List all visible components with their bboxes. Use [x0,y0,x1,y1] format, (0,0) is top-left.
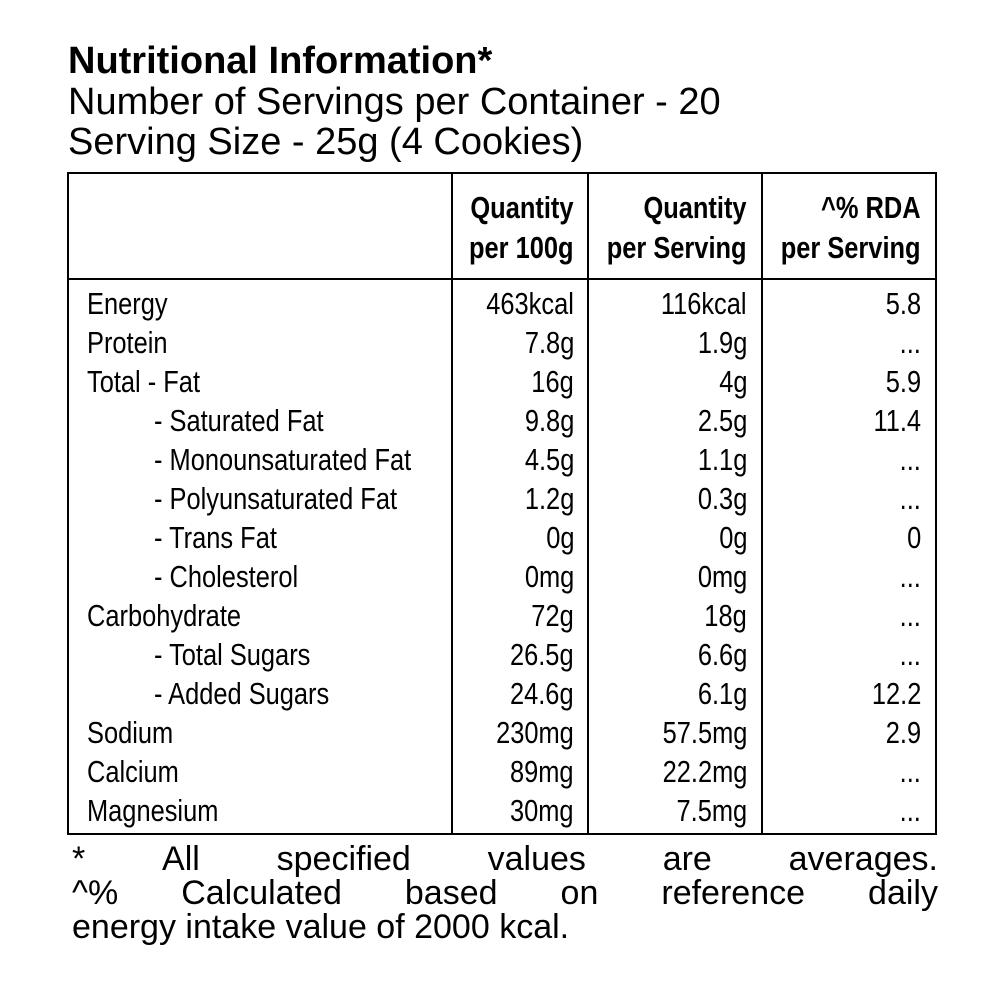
table-row [69,284,935,323]
value-rda: 0 [906,520,921,555]
nutrient-label: - Monounsaturated Fat [154,442,412,477]
value-per-100g: 230mg [496,715,574,750]
value-per-serving: 1.9g [697,325,747,360]
value-rda: 5.8 [885,286,921,321]
value-per-serving: 0mg [697,559,747,594]
value-rda: ... [899,598,921,633]
value-per-100g: 9.8g [524,403,574,438]
servings-per-container: Number of Servings per Container - 20 [68,81,721,123]
nutrient-label: Calcium [87,754,179,789]
value-rda: 12.2 [871,676,921,711]
footnote-word: * [72,840,86,878]
value-rda: ... [899,559,921,594]
table-row [69,479,935,518]
value-rda: ... [899,637,921,672]
footnote-word: daily [868,874,938,912]
table-row [69,362,935,401]
value-per-serving: 6.1g [697,676,747,711]
nutrient-label: Protein [87,325,168,360]
footnote-word: Calculated [181,874,342,912]
footnote-word: reference [661,874,806,912]
nutrient-label: - Trans Fat [154,520,277,555]
nutrition-table [67,172,937,835]
value-per-100g: 72g [531,598,574,633]
nutrient-label: Magnesium [87,793,219,828]
nutrient-label: - Added Sugars [154,676,330,711]
column-header-per-100g: Quantity per 100g [469,190,574,265]
footnote-word: averages. [788,840,938,878]
nutrient-label: - Cholesterol [154,559,299,594]
value-per-serving: 6.6g [697,637,747,672]
value-per-100g: 0g [545,520,574,555]
value-per-serving: 2.5g [697,403,747,438]
table-row [69,440,935,479]
table-row [69,401,935,440]
footnote-rda-basis [72,876,938,910]
value-per-serving: 0g [718,520,747,555]
value-per-100g: 7.8g [524,325,574,360]
nutrient-label: Sodium [87,715,174,750]
value-per-100g: 89mg [510,754,574,789]
table-row [69,791,935,830]
footnote-energy-intake: energy intake value of 2000 kcal. [72,908,570,946]
value-rda: ... [899,793,921,828]
value-per-100g: 463kcal [486,286,574,321]
value-per-100g: 16g [531,364,574,399]
value-rda: 11.4 [873,403,921,438]
value-rda: ... [899,754,921,789]
table-row [69,713,935,752]
footnote-word: on [560,874,599,912]
footnote-averages [72,842,938,876]
nutrient-rows [69,284,935,830]
table-row [69,674,935,713]
table-row [69,518,935,557]
value-rda: 5.9 [885,364,921,399]
footnote-word: specified [276,840,411,878]
nutrient-label: - Saturated Fat [154,403,324,438]
footnote-word: are [662,840,712,878]
value-rda: ... [899,442,921,477]
serving-size: Serving Size - 25g (4 Cookies) [68,121,584,163]
value-per-100g: 24.6g [510,676,574,711]
value-per-serving: 7.5mg [676,793,747,828]
table-row [69,557,935,596]
nutrition-header [68,40,948,162]
value-per-serving: 18g [704,598,747,633]
column-header-rda: ^% RDA per Serving [781,190,921,265]
table-row [69,596,935,635]
value-per-serving: 57.5mg [662,715,747,750]
value-per-100g: 0mg [524,559,574,594]
header-divider [69,278,935,280]
value-per-100g: 1.2g [524,481,574,516]
column-header-per-serving: Quantity per Serving [607,190,747,265]
value-per-100g: 30mg [510,793,574,828]
value-per-serving: 4g [718,364,747,399]
footnote-word: values [487,840,586,878]
footnote-word: based [404,874,498,912]
value-per-serving: 0.3g [697,481,747,516]
nutrient-label: - Polyunsaturated Fat [154,481,398,516]
value-per-serving: 116kcal [661,286,747,321]
value-per-100g: 4.5g [524,442,574,477]
nutrient-label: - Total Sugars [154,637,311,672]
value-rda: 2.9 [885,715,921,750]
footnote [72,842,938,944]
value-per-serving: 1.1g [697,442,747,477]
value-per-serving: 22.2mg [662,754,747,789]
footnote-word: ^% [72,874,119,912]
value-rda: ... [899,481,921,516]
value-rda: ... [899,325,921,360]
nutrient-label: Carbohydrate [87,598,242,633]
table-row [69,323,935,362]
page-title: Nutritional Information* [68,40,493,82]
nutrient-label: Total - Fat [87,364,201,399]
value-per-100g: 26.5g [510,637,574,672]
footnote-word: All [162,840,200,878]
table-row [69,752,935,791]
table-row [69,635,935,674]
nutrient-label: Energy [87,286,168,321]
